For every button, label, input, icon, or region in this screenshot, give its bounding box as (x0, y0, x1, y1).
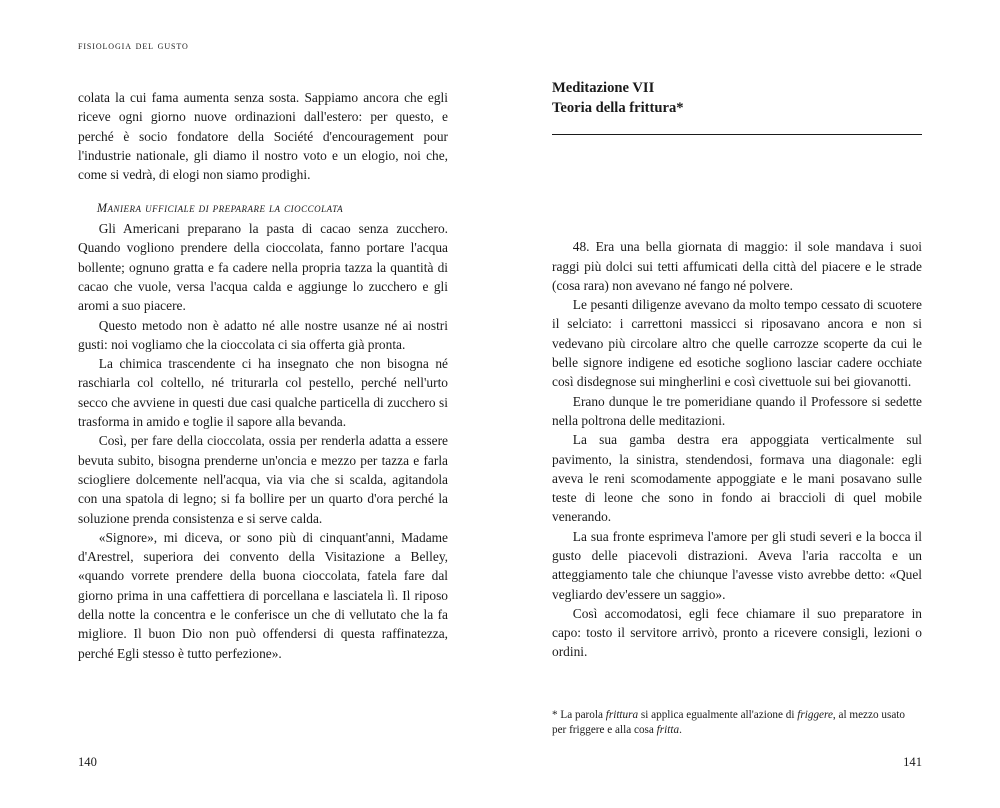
footnote-text-1: La parola (557, 708, 606, 721)
paragraph: «Signore», mi diceva, or sono più di cinquant'anni, Madame d'Arestrel, superiora dei convento della Visitazione a Belley, «quando vorrete prendere della buona cioccolata, fatela fare dal giorno prima in una caffettiera di porcellana e lasciatela lì. Il riposo della notte la concentra e le conferisce un che di vellutato che la fa migliore. Il buon Dio non può offendersi di questa raffinatezza, perché Egli stesso è tutto perfezione». (78, 529, 448, 661)
paragraph: La sua gamba destra era appoggiata verticalmente sul pavimento, la sinistra, stendendosi, formava una diagonale: egli aveva le reni scomodamente appoggiate e le mani posavano sulle teste di leone che sono in fondo ai braccioli di quel mobile venerando. (552, 432, 922, 525)
paragraph: La sua fronte esprimeva l'amore per gli studi severi e la bocca il gusto delle piacevoli distrazioni. Aveva l'aria raccolta e un atteggiamento tale che chiunque l'avesse visto avrebbe detto: «Quel vegliardo dev'essere un saggio». (552, 528, 922, 602)
left-page-text-column (78, 88, 448, 663)
running-head: fisiologia del gusto (78, 40, 189, 52)
chapter-rule (552, 134, 922, 135)
page-number-right: 141 (903, 755, 922, 769)
right-page-text-column (552, 237, 922, 739)
paragraph: 48. Era una bella giornata di maggio: il sole mandava i suoi raggi più dolci sui tetti affumicati della città del piacere e le strade (cosa rara) non avevano né fango né polvere. (552, 239, 922, 293)
paragraph: Così, per fare della cioccolata, ossia per renderla adatta a essere bevuta subito, bisogna prenderne un'oncia e mezzo per tazza e farla sciogliere dolcemente nell'acqua, via via che si scalda, agitandola con una spatola di legno; si fa bollire per un quarto d'ora perché la soluzione prenda consistenza e si serve calda. (78, 433, 448, 526)
footnote-italic-3: fritta (656, 724, 680, 737)
paragraph: Erano dunque le tre pomeridiane quando il Professore si sedette nella poltrona delle meditazioni. (552, 393, 922, 428)
footnote-marker: * (552, 708, 558, 721)
right-page (500, 0, 1000, 808)
paragraph: Gli Americani preparano la pasta di cacao senza zucchero. Quando vogliono prendere della cioccolata, fanno portare l'acqua bollente; ognuno gratta e fa cadere nella propria tazza la quantità di cacao che vuole, versa l'acqua calda e aggiunge lo zucchero e gli aromi a suo piacere. (78, 221, 448, 314)
paragraph: Così accomodatosi, egli fece chiamare il suo preparatore in capo: tosto il servitore arrivò, pronto a ricevere consigli, lezioni o ordini. (552, 605, 922, 660)
page-number-left: 140 (78, 755, 97, 769)
footnote-text-3: , al mezzo usato per friggere e alla cosa (552, 708, 905, 737)
footnote-italic-1: frittura (605, 708, 639, 721)
footnote-text-4: . (679, 724, 682, 737)
paragraph: Questo metodo non è adatto né alle nostre usanze né ai nostri gusti: noi vogliamo che la cioccolata ci sia offerta già pronta. (78, 317, 448, 352)
footnote-italic-2: friggere (797, 708, 833, 721)
paragraph: colata la cui fama aumenta senza sosta. Sappiamo ancora che egli riceve ogni giorno nuove ordinazioni dall'estero: per questo, e perché è socio fondatore della Société d'encouragement pour l'industrie nationale, gli diamo il nostro voto e un elogio, noi che, come si vedrà, di elogi non siamo prodighi. (78, 90, 448, 183)
footnote-text-2: si applica egualmente all'azione di (638, 708, 798, 721)
section-subhead: Maniera ufficiale di preparare la cioccolata (96, 201, 344, 216)
chapter-title-line-1: Meditazione VII (552, 80, 655, 96)
chapter-title (552, 78, 922, 118)
paragraph: La chimica trascendente ci ha insegnato che non bisogna né raschiarla col coltello, né triturarla col pestello, perché nell'urto secco che avviene in questi due casi qualche particella di zucchero si trasforma in amido e toglie il sapore alla bevanda. (78, 356, 448, 430)
chapter-title-line-2: Teoria della frittura* (552, 100, 684, 117)
paragraph: Le pesanti diligenze avevano da molto tempo cessato di scuotere il selciato: i carrettoni massicci si riposavano ancora e non si vedevano più circolare altro che quelle carrozze scoperte da cui le belle signore indigene ed esotiche sogliono lasciar cadere occhiate così disdegnose sui mingherlini e così civettuole sui bei giovanotti. (552, 297, 922, 390)
footnote (552, 708, 922, 739)
